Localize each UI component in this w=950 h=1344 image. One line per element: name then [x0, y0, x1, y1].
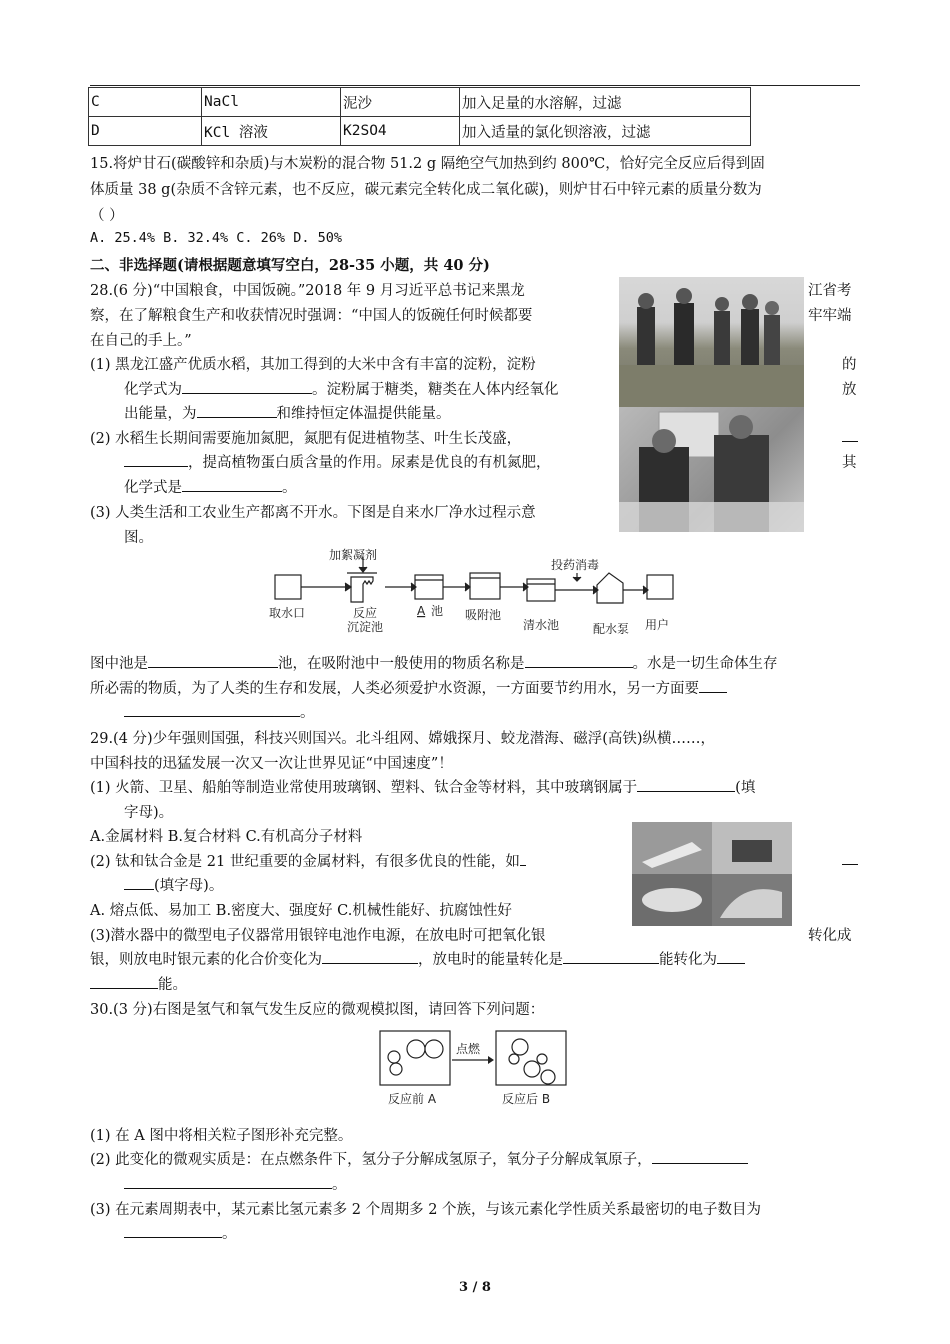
label-reaction: 反应 [353, 606, 378, 620]
q15-line3: （ ） [90, 208, 124, 224]
answer-blank[interactable] [652, 1149, 748, 1164]
label-user: 用户 [645, 618, 670, 632]
answer-blank[interactable] [197, 403, 277, 418]
q28-p2-line2 [124, 451, 551, 472]
answer-blank[interactable] [124, 1174, 332, 1189]
row-impurity: K2SO4 [341, 117, 460, 146]
q28-p3-line3 [90, 652, 778, 673]
q29-p3-mid: ，放电时的能量转化是 [418, 952, 563, 968]
q28-p1-end1: 的 [842, 357, 857, 373]
photo-rice-field [619, 277, 804, 407]
q28-p1-suffix2: 和维持恒定体温提供能量。 [276, 406, 451, 422]
label-before: 反应前 A [388, 1092, 437, 1106]
q29-p3-mid2: 能转化为 [659, 952, 717, 968]
q29-line2: 中国科技的迅猛发展一次又一次让世界见证“中国速度”！ [90, 756, 453, 772]
label-disinfect: 投药消毒 [551, 558, 600, 572]
q28-p2-prefix: 化学式是 [124, 480, 182, 496]
q28-line1: 28.(6 分)“中国粮食，中国饭碗。”2018 年 9 月习近平总书记来黑龙 [90, 283, 525, 299]
table-row [89, 88, 751, 117]
q29-p3-line3 [90, 973, 187, 994]
label-a-pool: 池 [431, 604, 444, 618]
q28-p3-line5 [124, 701, 315, 722]
q30-p3-line1: (3) 在元素周期表中，某元素比氢元素多 2 个周期多 2 个族，与该元素化学性质关系最密切的电子数目为 [90, 1202, 762, 1218]
q28-p3-end: 。 [300, 705, 315, 721]
row-material: KCl 溶液 [202, 117, 341, 146]
q30-p2-line2 [124, 1173, 347, 1194]
q28-p1-end2: 放 [842, 382, 857, 398]
q28-p1-line2 [124, 378, 559, 399]
section-title: 二、非选择题(请根据题意填写空白，28-35 小题，共 40 分) [90, 257, 490, 274]
top-rule [90, 85, 860, 86]
q28-p3-line4 [90, 677, 727, 698]
q30-p3-end: 。 [222, 1226, 237, 1242]
photo-inspection [619, 407, 804, 532]
q29-p1-text: (1) 火箭、卫星、船舶等制造业常使用玻璃钢、塑料、钛合金等材料，其中玻璃钢属于 [90, 780, 638, 796]
photo-technology [632, 822, 792, 926]
q29-p3-end1: 转化成 [808, 928, 852, 944]
q28-p2-blank-end[interactable] [842, 427, 858, 446]
answer-blank[interactable] [124, 452, 188, 467]
answer-blank[interactable] [563, 949, 659, 964]
q30-p2-line1 [90, 1148, 748, 1169]
q29-p3-end: 能。 [158, 977, 187, 993]
answer-blank[interactable] [322, 949, 418, 964]
q29-p2-blank-end[interactable] [842, 850, 858, 869]
q30-line1: 30.(3 分)右图是氢气和氧气发生反应的微观模拟图，请回答下列问题： [90, 1002, 545, 1018]
q30-p3-line2 [124, 1222, 237, 1243]
q29-line1: 29.(4 分)少年强则国强，科技兴则国兴。北斗组网、嫦娥探月、蛟龙潜海、磁浮(高铁)纵横……， [90, 731, 716, 747]
table-row [89, 117, 751, 146]
q28-p1-prefix2: 出能量，为 [124, 406, 197, 422]
answer-blank[interactable] [842, 427, 858, 442]
q28-p3-suffix: 。水是一切生命体生存 [632, 656, 778, 672]
row-label: D [89, 117, 202, 146]
q29-p2-text: (2) 钛和钛合金是 21 世纪重要的金属材料，有很多优良的性能，如 [90, 854, 520, 870]
q28-p1-line3 [124, 402, 451, 423]
label-intake: 取水口 [269, 606, 306, 620]
q28-p1-line1: (1) 黑龙江盛产优质水稻，其加工得到的大米中含有丰富的淀粉，淀粉 [90, 357, 536, 373]
answer-blank[interactable] [182, 477, 282, 492]
answer-blank[interactable] [124, 702, 300, 717]
q29-p1-line2: 字母)。 [124, 805, 174, 821]
reaction-diagram [376, 1027, 576, 1113]
row-material: NaCl [202, 88, 341, 117]
q28-line3: 在自己的手上。” [90, 333, 192, 349]
row-label: C [89, 88, 202, 117]
q30-p1: (1) 在 A 图中将相关粒子图形补充完整。 [90, 1128, 353, 1144]
q28-p2-text: ，提高植物蛋白质含量的作用。尿素是优良的有机氮肥， [188, 455, 551, 471]
answer-blank[interactable] [520, 851, 526, 866]
q15-line1: 15.将炉甘石(碳酸锌和杂质)与木炭粉的混合物 51.2 g 隔绝空气加热到约 800℃，恰好完全反应后得到固 [90, 156, 765, 172]
q29-p3-prefix: 银，则放电时银元素的化合价变化为 [90, 952, 322, 968]
q29-p2-options: A. 熔点低、易加工 B.密度大、强度好 C.机械性能好、抗腐蚀性好 [90, 903, 512, 919]
row-method: 加入足量的水溶解，过滤 [460, 88, 751, 117]
q28-p2-line3 [124, 476, 297, 497]
answer-blank[interactable] [842, 850, 858, 865]
answer-blank[interactable] [124, 1223, 222, 1238]
q30-p2-text: (2) 此变化的微观实质是：在点燃条件下，氢分子分解成氢原子，氧分子分解成氧原子， [90, 1152, 652, 1168]
q29-p2-line1 [90, 850, 526, 871]
q28-line1-end: 江省考 [808, 283, 852, 299]
answer-blank[interactable] [525, 653, 633, 668]
q29-p3-line2 [90, 948, 745, 969]
q28-line2: 察，在了解粮食生产和收获情况时强调：“中国人的饭碗任何时候都要 [90, 308, 533, 324]
options-table [88, 87, 751, 146]
q28-p1-suffix: 。淀粉属于糖类，糖类在人体内经氧化 [312, 382, 559, 398]
answer-blank[interactable] [717, 949, 745, 964]
label-a: A [417, 604, 426, 618]
answer-blank[interactable] [124, 875, 154, 890]
q28-p2-line1: (2) 水稻生长期间需要施加氮肥，氮肥有促进植物茎、叶生长茂盛， [90, 431, 522, 447]
q15-line2: 体质量 38 g(杂质不含锌元素，也不反应，碳元素完全转化成二氧化碳)，则炉甘石中锌元素的质量分数为 [90, 182, 762, 198]
label-sedimentation: 沉淀池 [347, 620, 384, 634]
answer-blank[interactable] [90, 974, 158, 989]
q28-p3-line2: 图。 [124, 530, 153, 546]
q29-p1-fill: (填 [735, 780, 756, 796]
q28-p2-suffix: 。 [282, 480, 297, 496]
q28-p2-end: 其 [842, 455, 857, 471]
answer-blank[interactable] [637, 777, 735, 792]
q28-p1-prefix: 化学式为 [124, 382, 182, 398]
q29-p2-fill: (填字母)。 [154, 878, 224, 894]
page-number: 3 / 8 [459, 1280, 491, 1295]
q30-p2-end: 。 [332, 1177, 347, 1193]
q28-line2-end: 牢牢端 [808, 308, 852, 324]
q29-p3-line1: (3)潜水器中的微型电子仪器常用银锌电池作电源，在放电时可把氧化银 [90, 928, 546, 944]
q29-p1-options: A.金属材料 B.复合材料 C.有机高分子材料 [90, 829, 363, 845]
q28-p3-text4: 所必需的物质，为了人类的生存和发展，人类必须爱护水资源，一方面要节约用水，另一方面要 [90, 681, 699, 697]
q28-p3-line1: (3) 人类生活和工农业生产都离不开水。下图是自来水厂净水过程示意 [90, 505, 536, 521]
q15-options: A. 25.4% B. 32.4% C. 26% D. 50% [90, 230, 342, 246]
answer-blank[interactable] [182, 379, 312, 394]
label-after: 反应后 B [502, 1092, 551, 1106]
row-method: 加入适量的氯化钡溶液，过滤 [460, 117, 751, 146]
label-flocculant: 加絮凝剂 [329, 548, 378, 562]
label-ignite: 点燃 [456, 1042, 481, 1056]
q28-p3-mid: 池，在吸附池中一般使用的物质名称是 [278, 656, 525, 672]
label-clear-water: 清水池 [523, 618, 560, 632]
answer-blank[interactable] [699, 678, 727, 693]
water-treatment-diagram [265, 545, 685, 637]
row-impurity: 泥沙 [341, 88, 460, 117]
q28-p3-prefix: 图中池是 [90, 656, 148, 672]
q29-p1-line1 [90, 776, 755, 797]
answer-blank[interactable] [148, 653, 278, 668]
label-pump: 配水泵 [593, 622, 630, 636]
q29-p2-line2 [124, 874, 223, 895]
label-adsorption: 吸附池 [465, 608, 502, 622]
